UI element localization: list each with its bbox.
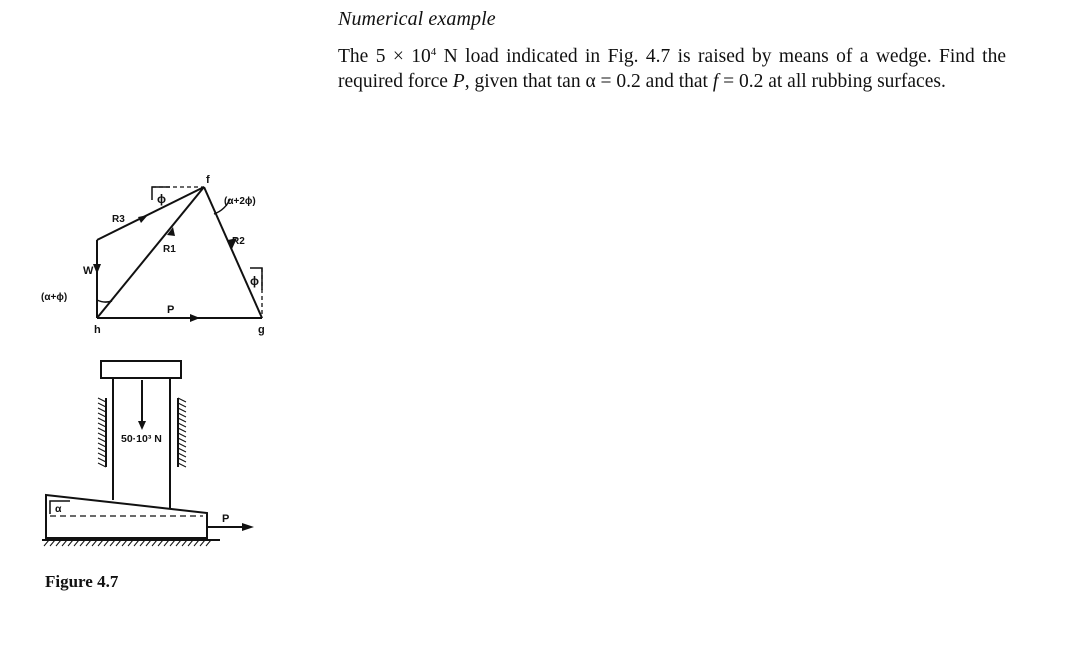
label-alpha: α	[55, 503, 62, 515]
angle-arc-alpha-phi	[97, 300, 112, 302]
label-alpha-plus-2phi: (α+2ϕ)	[224, 196, 256, 207]
arrow-head-p	[190, 314, 200, 322]
load-cap	[101, 361, 181, 378]
wedge-mechanism	[42, 361, 242, 540]
arrow-head-r3	[138, 215, 148, 223]
arrow-head-w	[93, 264, 101, 274]
force-p-arrow-head	[242, 523, 254, 531]
statement-part: The 5 × 10	[338, 46, 431, 67]
label-p: P	[167, 304, 175, 316]
problem-statement	[338, 44, 1006, 94]
section-heading: Numerical example	[338, 8, 496, 30]
label-g: g	[258, 324, 265, 336]
hatch-left	[98, 398, 106, 467]
label-f: f	[206, 174, 210, 186]
label-alpha-plus-phi: (α+ϕ)	[41, 292, 68, 303]
label-r2: R2	[232, 236, 245, 247]
label-load: 50·10³ N	[121, 433, 162, 445]
variable-f: f	[712, 71, 719, 92]
exponent: 4	[430, 46, 437, 58]
statement-part: N load indicated in Fig. 4.7 is raised by means of a wedge. Find the required force	[338, 46, 1006, 92]
label-phi-right: ϕ	[250, 274, 259, 288]
statement-part: = 0.2 at all rubbing surfaces.	[718, 71, 946, 92]
load-arrow-head	[138, 421, 146, 430]
figure-4-7	[30, 170, 270, 555]
statement-part: , given that tan α = 0.2 and that	[464, 71, 713, 92]
hatch-right	[178, 398, 186, 467]
label-phi-top: ϕ	[157, 192, 166, 206]
label-w: W	[83, 265, 94, 277]
figure-caption: Figure 4.7	[45, 572, 119, 591]
wedge-diagram	[30, 170, 270, 550]
label-r1: R1	[163, 244, 176, 255]
polygon-labels	[41, 174, 265, 336]
variable-p: P	[452, 71, 465, 92]
label-h: h	[94, 324, 101, 336]
label-force-p: P	[222, 513, 230, 525]
vector-r1	[97, 187, 204, 318]
label-r3: R3	[112, 214, 125, 225]
